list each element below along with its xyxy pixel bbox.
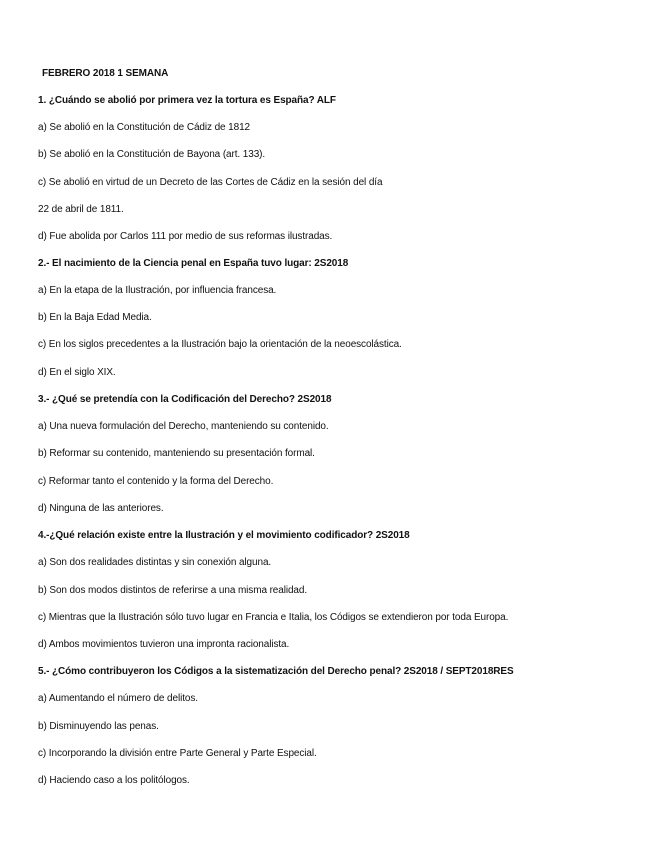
question-4-option-d: d) Ambos movimientos tuvieron una impronta racionalista. bbox=[38, 639, 290, 650]
question-3-option-c: c) Reformar tanto el contenido y la forma del Derecho. bbox=[38, 476, 274, 487]
question-1-option-b: b) Se abolió en la Constitución de Bayona (art. 133). bbox=[38, 149, 266, 160]
question-3: 3.- ¿Qué se pretendía con la Codificación del Derecho? 2S2018 bbox=[38, 394, 332, 405]
question-5-option-c: c) Incorporando la división entre Parte General y Parte Especial. bbox=[38, 748, 317, 759]
question-3-option-b: b) Reformar su contenido, manteniendo su presentación formal. bbox=[38, 448, 315, 459]
question-5-option-a: a) Aumentando el número de delitos. bbox=[38, 693, 198, 704]
question-4-option-a: a) Son dos realidades distintas y sin conexión alguna. bbox=[38, 557, 272, 568]
document-header: FEBRERO 2018 1 SEMANA bbox=[42, 68, 169, 79]
question-5: 5.- ¿Cómo contribuyeron los Códigos a la sistematización del Derecho penal? 2S2018 / SEPT2018RES bbox=[38, 666, 514, 677]
question-1-option-c: c) Se abolió en virtud de un Decreto de las Cortes de Cádiz en la sesión del día bbox=[38, 177, 383, 188]
question-2-option-a: a) En la etapa de la Ilustración, por influencia francesa. bbox=[38, 285, 277, 296]
question-2-option-d: d) En el siglo XIX. bbox=[38, 367, 116, 378]
question-4-option-b: b) Son dos modos distintos de referirse a una misma realidad. bbox=[38, 585, 308, 596]
question-1-option-a: a) Se abolió en la Constitución de Cádiz de 1812 bbox=[38, 122, 251, 133]
question-4: 4.-¿Qué relación existe entre la Ilustración y el movimiento codificador? 2S2018 bbox=[38, 530, 410, 541]
question-2-option-b: b) En la Baja Edad Media. bbox=[38, 312, 152, 323]
question-3-option-a: a) Una nueva formulación del Derecho, manteniendo su contenido. bbox=[38, 421, 329, 432]
question-1-option-c-continued: 22 de abril de 1811. bbox=[38, 204, 124, 215]
question-1: 1. ¿Cuándo se abolió por primera vez la tortura es España? ALF bbox=[38, 95, 336, 106]
question-3-option-d: d) Ninguna de las anteriores. bbox=[38, 503, 164, 514]
question-4-option-c: c) Mientras que la Ilustración sólo tuvo lugar en Francia e Italia, los Códigos se extendieron por toda Europa. bbox=[38, 612, 509, 623]
question-5-option-b: b) Disminuyendo las penas. bbox=[38, 721, 159, 732]
question-1-option-d: d) Fue abolida por Carlos 111 por medio de sus reformas ilustradas. bbox=[38, 231, 333, 242]
question-5-option-d: d) Haciendo caso a los politólogos. bbox=[38, 775, 190, 786]
question-2: 2.- El nacimiento de la Ciencia penal en España tuvo lugar: 2S2018 bbox=[38, 258, 349, 269]
question-2-option-c: c) En los siglos precedentes a la Ilustración bajo la orientación de la neoescolástica. bbox=[38, 339, 402, 350]
